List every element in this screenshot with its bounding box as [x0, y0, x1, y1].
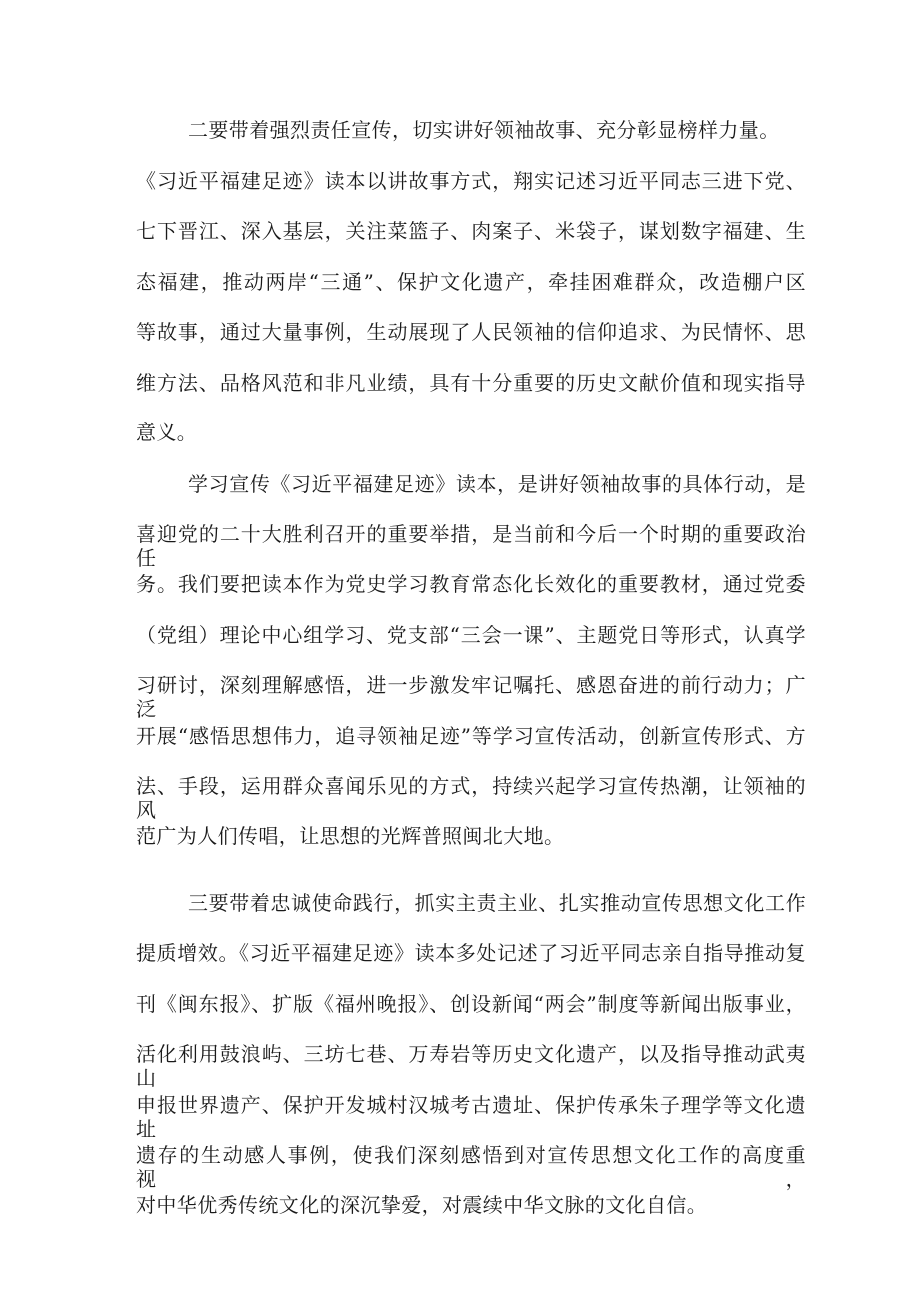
paragraph-1-line-5: 等故事，通过大量事例，生动展现了人民领袖的信仰追求、为民情怀、思: [136, 320, 806, 344]
paragraph-2-line-7: 法、手段，运用群众喜闻乐见的方式，持续兴起学习宣传热潮，让领袖的风: [136, 774, 806, 822]
paragraph-1-line-7: 意义。: [136, 420, 198, 444]
paragraph-3-line-5: 申报世界遗产、保护开发城村汉城考古遗址、保护传承朱子理学等文化遗址: [136, 1093, 806, 1141]
paragraph-2-line-3: 务。我们要把读本作为党史学习教育常态化长效化的重要教材，通过党委: [136, 572, 806, 596]
paragraph-1-line-1: 二要带着强烈责任宣传，切实讲好领袖故事、充分彰显榜样力量。: [188, 118, 780, 142]
paragraph-2-line-1: 学习宣传《习近平福建足迹》读本，是讲好领袖故事的具体行动，是: [188, 472, 806, 496]
paragraph-3-line-7: 对中华优秀传统文化的深沉挚爱，对震续中华文脉的文化自信。: [136, 1193, 708, 1217]
paragraph-2-line-5: 习研讨，深刻理解感悟，进一步激发牢记嘱托、感恩奋进的前行动力；广泛: [136, 673, 806, 721]
paragraph-2-line-4: （党组）理论中心组学习、党支部“三会一课”、主题党日等形式，认真学: [136, 623, 806, 647]
paragraph-3-line-3: 刊《闽东报》、扩版《福州晚报》、创设新闻“两会”制度等新闻出版事业，: [136, 992, 806, 1016]
paragraph-2-line-6: 开展“感悟思想伟力，追寻领袖足迹”等学习宣传活动，创新宣传形式、方: [136, 724, 806, 748]
paragraph-3-line-1: 三要带着忠诚使命践行，抓实主责主业、扎实推动宣传思想文化工作: [188, 891, 806, 915]
paragraph-3-line-4: 活化利用鼓浪屿、三坊七巷、万寿岩等历史文化遗产，以及指导推动武夷山: [136, 1042, 806, 1090]
paragraph-2-line-2: 喜迎党的二十大胜利召开的重要举措，是当前和今后一个时期的重要政治任: [136, 522, 806, 570]
paragraph-1-line-6: 维方法、品格风范和非凡业绩，具有十分重要的历史文献价值和现实指导: [136, 371, 806, 395]
paragraph-3-line-2: 提质增效。《习近平福建足迹》读本多处记述了习近平同志亲自指导推动复: [136, 941, 806, 965]
paragraph-2-line-8: 范广为人们传唱，让思想的光辉普照闽北大地。: [136, 824, 565, 848]
paragraph-1-line-4: 态福建，推动两岸“三通”、保护文化遗产，牵挂困难群众，改造棚户区: [136, 270, 806, 294]
paragraph-3-line-6: 遗存的生动感人事例，使我们深刻感悟到对宣传思想文化工作的高度重视，: [136, 1143, 806, 1191]
paragraph-1-line-3: 七下晋江、深入基层，关注菜篮子、肉案子、米袋子，谋划数字福建、生: [136, 219, 806, 243]
paragraph-1-line-2: 《习近平福建足迹》读本以讲故事方式，翔实记述习近平同志三进下党、: [136, 169, 806, 193]
